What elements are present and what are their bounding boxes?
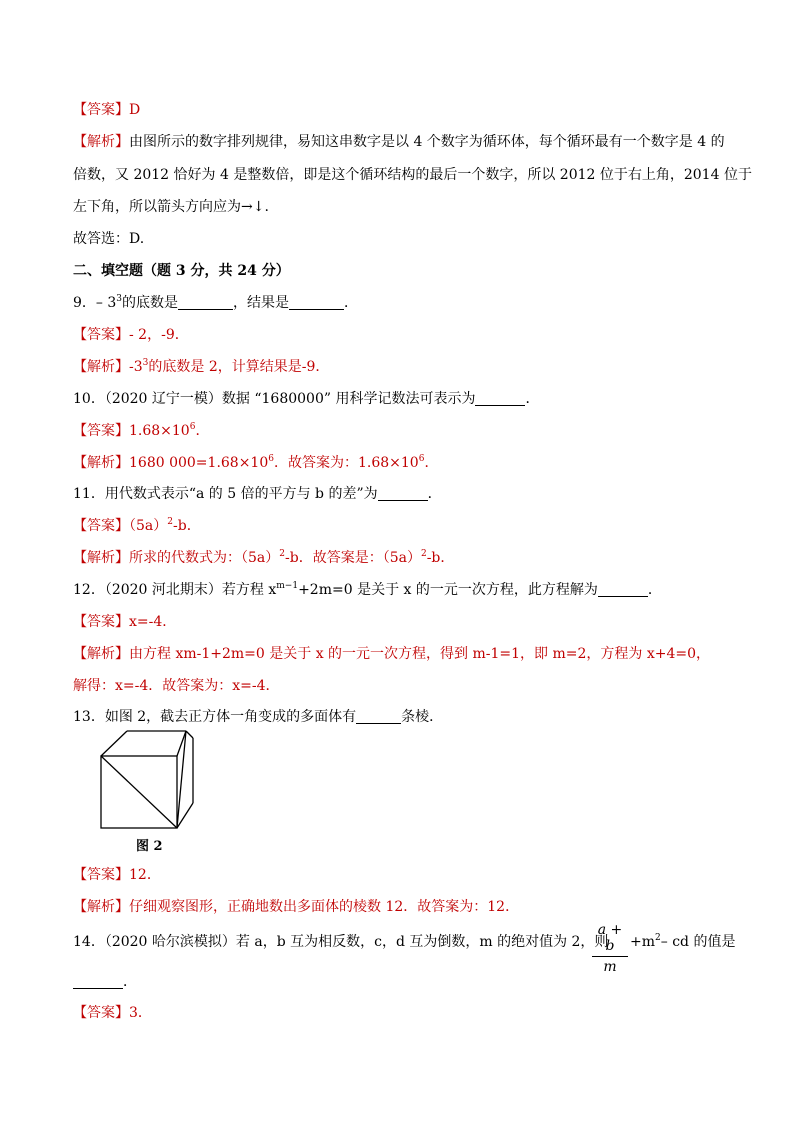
answer-text: - 2，-9． — [129, 327, 189, 343]
analysis-text-post: ． — [424, 455, 439, 471]
q14-answer — [73, 1003, 152, 1023]
cube-diagonal-right — [177, 731, 186, 828]
answer-text: 12． — [129, 867, 161, 883]
answer-text: D — [129, 102, 141, 118]
q11-analysis — [73, 548, 454, 568]
q9-exponent: 3 — [116, 294, 122, 304]
q12-text-end: ． — [647, 582, 662, 598]
q14-text-post-pre: +m — [630, 934, 656, 950]
analysis-text: 仔细观察图形，正确地数出多面体的棱数 12．故答案为：12． — [129, 899, 520, 915]
q12-exponent: m−1 — [276, 581, 299, 591]
q11-blank[interactable] — [378, 486, 428, 501]
q8-analysis-line-3: 左下角，所以箭头方向应为→↓. — [73, 199, 269, 215]
q13-analysis — [73, 897, 519, 917]
q11-question — [73, 484, 442, 504]
q12-analysis-line-1 — [73, 644, 710, 664]
analysis-tag: 【解析】 — [73, 550, 129, 566]
q12-analysis-line-2: 解得：x=-4．故答案为：x=-4． — [73, 678, 280, 694]
fraction-numerator: a + b — [592, 922, 628, 957]
q11-text: 11．用代数式表示“a 的 5 倍的平方与 b 的差”为 — [73, 486, 378, 502]
q12-text-post: +2m=0 是关于 x 的一元一次方程，此方程解为 — [298, 582, 598, 598]
figure-caption: 图 2 — [136, 839, 163, 854]
answer-tag: 【答案】 — [73, 518, 129, 534]
q14-question-tail — [630, 932, 735, 952]
q10-blank[interactable] — [475, 391, 525, 406]
analysis-exponent-2: 2 — [420, 549, 427, 559]
q14-exponent: 2 — [655, 933, 661, 943]
analysis-exponent: 3 — [142, 358, 149, 368]
q10-question — [73, 389, 539, 409]
analysis-text-mid: ．故答案为：1.68×10 — [273, 455, 419, 471]
q12-question — [73, 580, 662, 600]
q14-blank-line — [73, 972, 137, 992]
q9-text-mid: 的底数是 — [122, 295, 178, 311]
cube-edge-top-left — [101, 731, 127, 756]
answer-exponent: 2 — [167, 517, 173, 527]
analysis-text-pre: 所求的代数式为：（5a） — [129, 550, 280, 566]
q9-text-end: ． — [344, 295, 358, 311]
answer-text-pre: 1.68×10 — [129, 423, 190, 439]
analysis-tag: 【解析】 — [73, 134, 129, 150]
q11-text-end: ． — [427, 486, 442, 502]
q10-text: 10．（2020 辽宁一模）数据 “1680000” 用科学记数法可表示为 — [73, 391, 476, 407]
fraction-denominator: m — [603, 959, 617, 975]
answer-exponent: 6 — [189, 422, 196, 432]
answer-text: x=-4． — [129, 614, 177, 630]
cube-diagonal-front — [101, 756, 177, 828]
answer-tag: 【答案】 — [73, 867, 129, 883]
section-heading: 二、填空题（题 3 分，共 24 分） — [73, 263, 290, 279]
analysis-exponent-1: 2 — [279, 549, 285, 559]
q13-text-end: 条棱． — [401, 709, 444, 725]
truncated-cube-figure — [97, 730, 197, 832]
q12-answer — [73, 612, 176, 632]
answer-tag: 【答案】 — [73, 423, 129, 439]
answer-text-post: ． — [195, 423, 210, 439]
analysis-tag: 【解析】 — [73, 646, 129, 662]
answer-text-pre: （5a） — [129, 518, 168, 534]
q14-fraction — [592, 922, 628, 975]
q8-conclusion: 故答选：D. — [73, 231, 145, 247]
q8-analysis-line-2: 倍数，又 2012 恰好为 4 是整数倍，即是这个循环结构的最后一个数字，所以 2012 位于右上角，2014 位于 — [73, 167, 752, 183]
analysis-tag: 【解析】 — [73, 899, 129, 915]
q9-analysis — [73, 357, 329, 377]
analysis-text-post: 的底数是 2，计算结果是-9． — [148, 359, 330, 375]
q8-answer — [73, 100, 140, 120]
q10-answer — [73, 421, 209, 441]
q13-question — [73, 707, 443, 727]
analysis-text-post: -b． — [426, 550, 455, 566]
q11-answer — [73, 516, 201, 536]
q14-question — [73, 932, 608, 952]
analysis-text-pre: 1680 000=1.68×10 — [129, 455, 269, 471]
answer-tag: 【答案】 — [73, 327, 129, 343]
q13-text: 13．如图 2，截去正方体一角变成的多面体有 — [73, 709, 357, 725]
analysis-text-pre: -3 — [129, 359, 143, 375]
q14-text: 14．（2020 哈尔滨模拟）若 a，b 互为相反数，c，d 互为倒数，m 的绝对值为 2，则 — [73, 934, 609, 950]
analysis-exponent-2: 6 — [418, 454, 425, 464]
q13-blank[interactable] — [356, 709, 401, 724]
q9-text-mid2: ，结果是 — [233, 295, 289, 311]
answer-text: 3． — [129, 1005, 152, 1021]
q9-blank-2[interactable] — [289, 295, 344, 310]
answer-tag: 【答案】 — [73, 102, 129, 118]
q8-analysis-line-1 — [73, 132, 725, 152]
q10-analysis — [73, 453, 438, 473]
cube-edge-cut-right — [186, 731, 193, 738]
q9-question — [73, 293, 358, 313]
q9-blank-1[interactable] — [178, 295, 233, 310]
q12-text-pre: 12．（2020 河北期末）若方程 x — [73, 582, 277, 598]
answer-tag: 【答案】 — [73, 614, 129, 630]
analysis-text-mid: -b．故答案是：（5a） — [285, 550, 421, 566]
q9-answer — [73, 325, 189, 345]
q10-text-end: ． — [525, 391, 540, 407]
q14-text-post: – cd 的值是 — [660, 934, 736, 950]
q14-blank[interactable] — [73, 974, 123, 989]
analysis-exponent-1: 6 — [268, 454, 274, 464]
answer-tag: 【答案】 — [73, 1005, 129, 1021]
q9-text-pre: 9．– 3 — [73, 295, 117, 311]
analysis-tag: 【解析】 — [73, 359, 129, 375]
analysis-text: 由图所示的数字排列规律，易知这串数字是以 4 个数字为循环体，每个循环最有一个数字是 4 的 — [129, 134, 725, 150]
q13-answer — [73, 865, 161, 885]
q14-text-end: ． — [123, 974, 137, 990]
analysis-text: 由方程 xm-1+2m=0 是关于 x 的一元一次方程，得到 m-1=1，即 m=2，方程为 x+4=0， — [129, 646, 711, 662]
q12-blank[interactable] — [598, 582, 648, 597]
analysis-tag: 【解析】 — [73, 455, 129, 471]
answer-text-post: -b． — [173, 518, 201, 534]
